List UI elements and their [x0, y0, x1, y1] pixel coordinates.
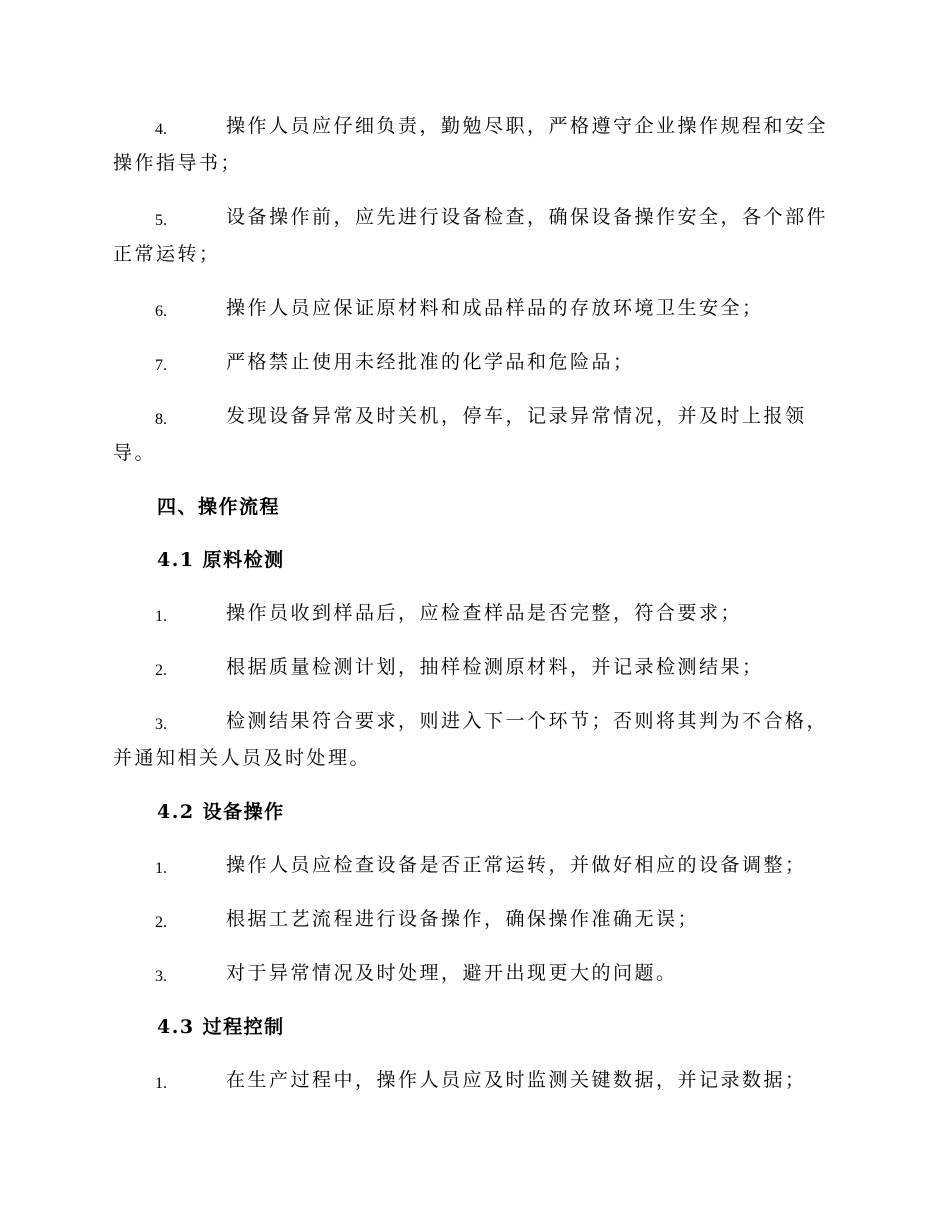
- list-number: 2.: [155, 662, 167, 679]
- list-text: 操作人员应仔细负责，勤勉尽职，严格遵守企业操作规程和安全操作指导书；: [113, 115, 829, 174]
- list-text: 根据质量检测计划，抽样检测原材料，并记录检测结果；: [226, 656, 764, 678]
- subsection-heading: 4.3 过程控制: [157, 1016, 285, 1038]
- list-number: 5.: [155, 212, 167, 229]
- list-text: 在生产过程中，操作人员应及时监测关键数据，并记录数据；: [226, 1069, 807, 1091]
- subsection-heading: 4.1 原料检测: [157, 549, 285, 571]
- list-number: 2.: [155, 914, 167, 931]
- section-heading: 四、操作流程: [157, 496, 281, 518]
- list-text: 设备操作前，应先进行设备检查，确保设备操作安全，各个部件正常运转；: [113, 206, 829, 265]
- list-text: 根据工艺流程进行设备操作，确保操作准确无误；: [226, 908, 700, 930]
- list-text: 对于异常情况及时处理，避开出现更大的问题。: [226, 962, 678, 984]
- list-number: 6.: [155, 303, 167, 320]
- list-number: 1.: [155, 1075, 167, 1092]
- list-number: 7.: [155, 357, 167, 374]
- list-text: 检测结果符合要求，则进入下一个环节；否则将其判为不合格，并通知相关人员及时处理。: [113, 710, 829, 769]
- list-number: 8.: [155, 411, 167, 428]
- list-text: 操作员收到样品后，应检查样品是否完整，符合要求；: [226, 602, 743, 624]
- list-text: 发现设备异常及时关机，停车，记录异常情况，并及时上报领导。: [113, 405, 807, 464]
- subsection-heading: 4.2 设备操作: [157, 801, 285, 823]
- list-number: 1.: [155, 608, 167, 625]
- list-text: 操作人员应检查设备是否正常运转，并做好相应的设备调整；: [226, 854, 807, 876]
- list-number: 3.: [155, 968, 167, 985]
- list-number: 4.: [155, 121, 167, 138]
- list-text: 严格禁止使用未经批准的化学品和危险品；: [226, 351, 635, 373]
- list-number: 3.: [155, 716, 167, 733]
- list-text: 操作人员应保证原材料和成品样品的存放环境卫生安全；: [226, 297, 764, 319]
- list-number: 1.: [155, 860, 167, 877]
